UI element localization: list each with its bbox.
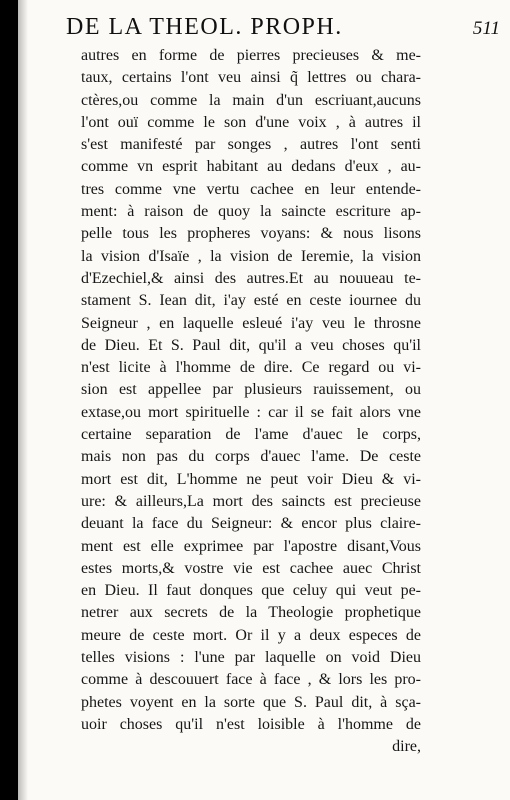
text-line: comme vn esprit habitant au dedans d'eux , au- xyxy=(81,158,421,176)
text-line: autres en forme de pierres precieuses & me- xyxy=(81,47,421,64)
text-line: mais non pas du corps d'auec l'ame. De ceste xyxy=(81,448,421,466)
text-line: pelle tous les propheres voyans: & nous lisons xyxy=(81,225,421,243)
text-line: s'est manifesté par songes , autres l'ont senti xyxy=(81,136,421,154)
text-line: uoir choses qu'il n'est loisible à l'homme de xyxy=(81,715,421,733)
text-line: n'est licite à l'homme de dire. Ce regard ou vi- xyxy=(81,359,421,377)
text-line: estes morts,& vostre vie est cachee auec Christ xyxy=(81,559,421,577)
text-line: ment: à raison de quoy la saincte escriture ap- xyxy=(81,203,421,221)
running-head: DE LA THEOL. PROPH. xyxy=(66,14,343,40)
text-line: extase,ou mort spirituelle : car il se fait alors vne xyxy=(81,403,421,421)
text-line: d'Ezechiel,& ainsi des autres.Et au nouueau te- xyxy=(81,269,421,287)
text-line: meure de ceste mort. Or il y a deux especes de xyxy=(81,626,421,644)
text-line: sion est appellee par plusieurs rauissement, ou xyxy=(81,381,421,399)
page-number: 511 xyxy=(472,18,500,39)
text-line: certaine separation de l'ame d'auec le corps, xyxy=(81,426,421,444)
page-header xyxy=(60,14,500,44)
body-text xyxy=(81,45,421,759)
text-line-last: dire, xyxy=(392,738,421,756)
text-line: de Dieu. Et S. Paul dit, qu'il a veu choses qu'il xyxy=(81,336,421,354)
text-line: ure: & ailleurs,La mort des saincts est precieuse xyxy=(81,492,421,510)
text-line: stament S. Iean dit, i'ay esté en ceste iournee du xyxy=(81,292,421,310)
text-line: la vision d'Isaïe , la vision de Ieremie, la vision xyxy=(81,247,421,265)
text-line: taux, certains l'ont veu ainsi q̃ lettres ou chara- xyxy=(81,69,421,87)
text-line: Seigneur , en laquelle esleué i'ay veu le throsne xyxy=(81,314,421,332)
text-line: ctères,ou comme la main d'un escriuant,aucuns xyxy=(81,91,421,109)
text-line: deuant la face du Seigneur: & encor plus claire- xyxy=(81,515,421,533)
text-line: telles visions : l'une par laquelle on void Dieu xyxy=(81,649,421,667)
text-line: comme à descouuert face à face , & lors les pro- xyxy=(81,671,421,689)
book-page xyxy=(18,0,510,800)
text-line: mort est dit, L'homme ne peut voir Dieu & vi- xyxy=(81,470,421,488)
text-line: tres comme vne vertu cachee en leur entende- xyxy=(81,180,421,198)
text-line: netrer aux secrets de la Theologie prophetique xyxy=(81,604,421,622)
text-line: ment est elle exprimee par l'apostre disant,Vous xyxy=(81,537,421,555)
text-line: l'ont ouï comme le son d'une voix , à autres il xyxy=(81,113,421,131)
text-line: en Dieu. Il faut donques que celuy qui veut pe- xyxy=(81,582,421,600)
text-line: phetes voyent en la sorte que S. Paul dit, à sça- xyxy=(81,693,421,711)
